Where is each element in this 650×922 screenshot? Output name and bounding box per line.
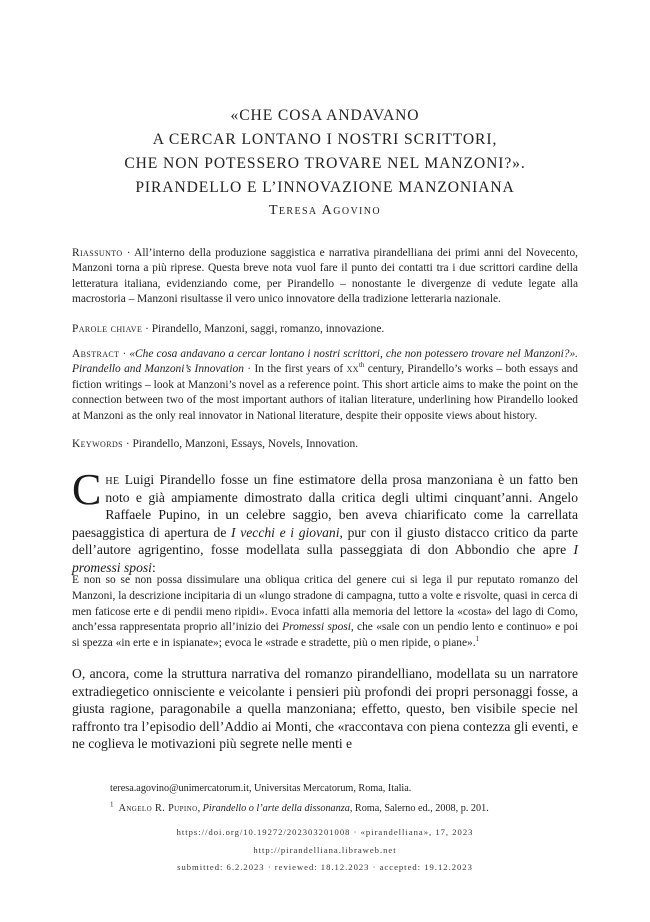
- author-name: Teresa Agovino: [268, 203, 382, 218]
- para1-text-2: , pur con il giusto distacco critico da parte dell’autore agrigentino, fosse modellata sulla passeggiata di don Abbondio che apre: [72, 524, 578, 557]
- block-quote: [72, 573, 578, 652]
- footnote-ref[interactable]: 1: [475, 635, 480, 644]
- title-line: PIRANDELLO E L’INNOVAZIONE MANZONIANA: [135, 179, 515, 196]
- body-paragraph-2: O, ancora, come la struttura narrativa del romanzo pirandelliano, modellata su un narratore extradiegetico onnisciente e veicolante i pensieri più profondi dei propri personaggi fosse, a giusta ragione, paragonabile a quella manzoniana; effetto, questo, ben visibile specie nel raffronto tra l’episodio dell’Addio ai Monti, che «raccontava con piena contezza gli eventi, e ne coglieva le motivazioni più segrete nelle menti e: [72, 666, 578, 751]
- quote-italic: Promessi sposi: [282, 621, 351, 634]
- footer-doi[interactable]: https://doi.org/10.19272/202303201008 · «pirandelliana», 17, 2023: [176, 827, 474, 837]
- keywords-label: Keywords: [72, 438, 123, 450]
- riassunto: [72, 246, 578, 308]
- abstract-century: xx: [346, 363, 359, 376]
- abstract-text-pre: · In the first years of: [243, 363, 347, 376]
- riassunto-label: Riassunto: [72, 247, 123, 259]
- footnote-title: Pirandello o l’arte della dissonanza: [202, 803, 350, 814]
- footer-url[interactable]: http://pirandelliana.libraweb.net: [253, 845, 397, 855]
- keywords: [72, 437, 578, 452]
- quote-text-2: , che «sale con un pendio lento e continuo» e poi si spezza «in erte e in ispianate»; evoca le «strade e stradette, più o men ripide, o piane».: [72, 621, 579, 650]
- abstract-label: Abstract: [72, 348, 120, 360]
- footnote-number: 1: [110, 800, 114, 809]
- footnote-rest: , Roma, Salerno ed., 2008, p. 201.: [349, 803, 489, 814]
- footnote-sep: ,: [197, 803, 203, 814]
- parole-chiave-label: Parole chiave: [72, 323, 143, 335]
- parole-chiave: [72, 322, 578, 337]
- title-line: CHE NON POTESSERO TROVARE NEL MANZONI?».: [124, 155, 526, 172]
- para1-italic-2: I promessi sposi: [72, 542, 578, 575]
- drop-cap: C: [72, 465, 102, 514]
- footer-dates: submitted: 6.2.2023 · reviewed: 18.12.2023 · accepted: 19.12.2023: [177, 862, 473, 872]
- abstract-century-sup: th: [358, 361, 365, 370]
- quote-text-1: E non so se non possa dissimulare una obliqua critica del genere cui si lega il pur reputato romanzo del Manzoni, la descrizione incipitaria di un «lungo stradone di campagna, tutto a volte e risvolte, quasi in cerca di men faticose erte e di pendii meno ripidi». Evoca infatti alla memoria del lettore la «costa» del lago di Como, anch’essa rappresentata proprio all’inizio dei: [72, 574, 578, 634]
- abstract: [72, 347, 578, 424]
- para1-text-1: Luigi Pirandello fosse un fine estimatore della prosa manzoniana è un fatto ben noto e già ampiamente dimostrato dalla critica degli ultimi cinquant’anni. Angelo Raffaele Pupino, in un celebre saggio, ben aveva chiarificato come la carrellata paesaggistica di apertura de: [72, 472, 578, 540]
- keywords-text: · Pirandello, Manzoni, Essays, Novels, Innovation.: [122, 438, 359, 450]
- article-title: [40, 104, 610, 200]
- footnote-author: Angelo R. Pupino: [118, 803, 198, 814]
- abstract-title: «Che cosa andavano a cercar lontano i nostri scrittori, che non potessero trovare nel Manzoni?». Pirandello and Manzoni’s Innovation: [72, 348, 578, 376]
- title-line: «CHE COSA ANDAVANO: [230, 107, 420, 124]
- abstract-sep: ·: [119, 348, 130, 360]
- parole-chiave-text: · Pirandello, Manzoni, saggi, romanzo, innovazione.: [142, 323, 385, 335]
- para1-italic-1: I vecchi e i giovani: [231, 524, 340, 540]
- contact-note: teresa.agovino@unimercatorum.it, Universitas Mercatorum, Roma, Italia.: [110, 783, 412, 794]
- body-paragraph-1: [72, 465, 578, 576]
- abstract-text-post: century, Pirandello’s works – both essays and fiction writings – look at Manzoni’s novel as a reference point. This short article aims to make the point on the connection between two of the most important authors of italian literature, underlining how Pirandello looked at Manzoni as the only real innovator in National literature, despite their opposite views about history.: [72, 363, 579, 422]
- para1-text-3: :: [151, 559, 156, 575]
- title-line: A CERCAR LONTANO I NOSTRI SCRITTORI,: [152, 131, 498, 148]
- first-word: he: [105, 472, 120, 487]
- riassunto-text: · All’interno della produzione saggistica e narrativa pirandelliana dei primi anni del Novecento, Manzoni torna a più riprese. Questa breve nota vuol fare il punto dei contatti tra i due scrittori cardine della letteratura italiana, evidenziando come, per Pirandello – nonostante le divergenze di vedute legate alla macrostoria – Manzoni risultasse il vero unico innovatore della tradizione letteraria nazionale.: [72, 247, 578, 306]
- footnote-1: [110, 802, 550, 816]
